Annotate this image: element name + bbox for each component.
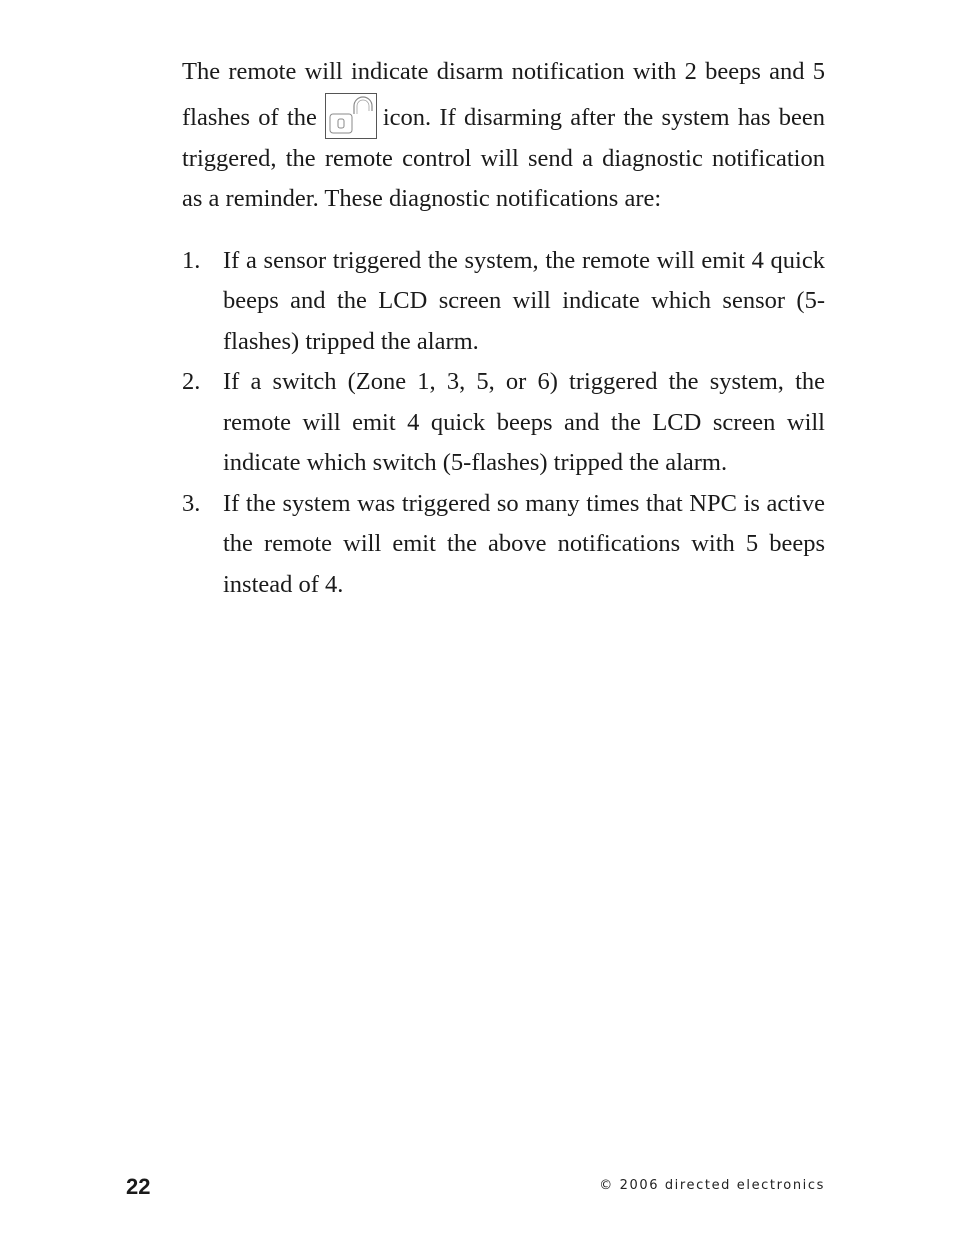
- intro-paragraph: [182, 52, 825, 220]
- list-item-text: If a switch (Zone 1, 3, 5, or 6) triggered the system, the remote will emit 4 quick beeps and the LCD screen will indicate which switch (5-flashes) tripped the alarm.: [223, 368, 825, 476]
- page-body: [182, 52, 825, 605]
- copyright-notice: © 2006 directed electronics: [599, 1178, 825, 1193]
- unlock-icon: [325, 93, 377, 139]
- list-item: [182, 362, 825, 484]
- list-item-text: If the system was triggered so many times that NPC is active the remote will emit the above notifications with 5 beeps instead of 4.: [223, 489, 825, 598]
- list-item: [182, 241, 825, 363]
- list-item-text: If a sensor triggered the system, the remote will emit 4 quick beeps and the LCD screen will indicate which sensor (5-flashes) tripped the alarm.: [223, 246, 825, 355]
- intro-text-after-icon: icon. If disarming after the system has been triggered, the remote control will send a diagnostic notification as a reminder. These diagnostic notifications are:: [182, 103, 825, 212]
- list-item-number: 3.: [182, 489, 201, 517]
- list-item: [182, 484, 825, 606]
- list-item-number: 1.: [182, 246, 201, 274]
- list-item-number: 2.: [182, 368, 201, 395]
- diagnostic-notifications-list: [182, 241, 825, 606]
- intro-text-before-icon: The remote will indicate disarm notification with 2 beeps and 5 flashes of the: [182, 58, 825, 131]
- page-number: 22: [126, 1174, 151, 1199]
